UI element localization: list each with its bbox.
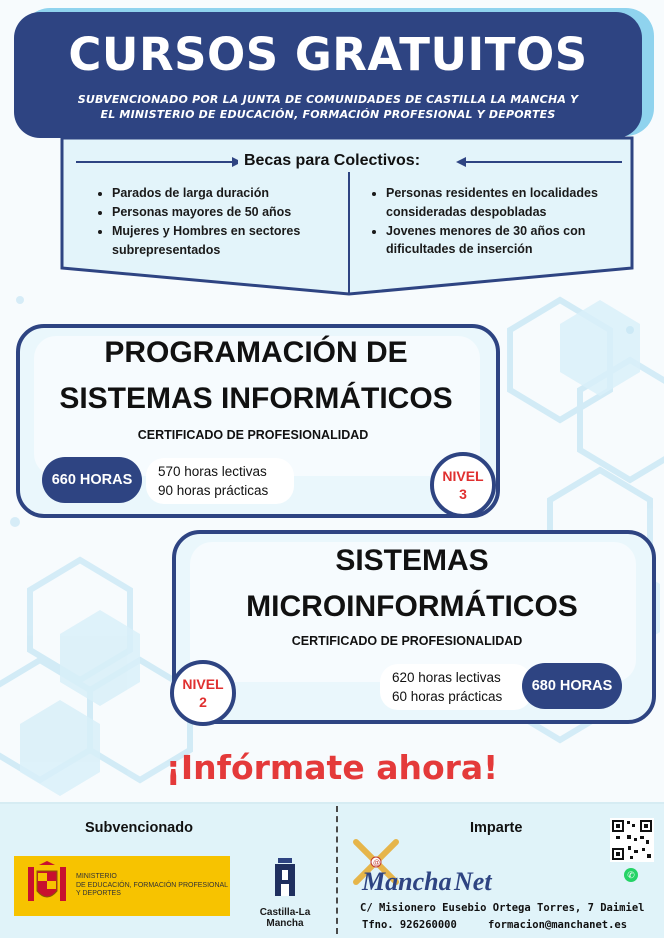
lective-hours: 620 horas lectivas xyxy=(392,670,501,685)
practice-hours: 90 horas prácticas xyxy=(158,483,269,498)
course-title-microinformaticos xyxy=(176,538,648,630)
ministerio-line3: Y DEPORTES xyxy=(76,890,121,898)
header-subtitle xyxy=(14,92,642,122)
page-title: CURSOS GRATUITOS xyxy=(68,28,588,81)
hours-breakdown xyxy=(380,664,532,710)
course-title-line1: PROGRAMACIÓN DE xyxy=(104,336,408,369)
total-hours-badge: 660 HORAS xyxy=(42,457,142,503)
ministerio-line2: DE EDUCACIÓN, FORMACIÓN PROFESIONAL xyxy=(76,881,229,889)
castle-icon xyxy=(272,856,298,900)
svg-text:@: @ xyxy=(373,860,381,867)
level-number: 3 xyxy=(459,486,467,502)
logo-text-net: Net xyxy=(454,867,492,896)
castilla-la-mancha-logo xyxy=(240,856,330,929)
qr-code[interactable] xyxy=(610,818,654,862)
ministerio-logo xyxy=(14,856,230,916)
email-link[interactable]: formacion@manchanet.es xyxy=(488,919,628,931)
course-title-line2: MICROINFORMÁTICOS xyxy=(246,590,578,623)
total-hours-badge: 680 HORAS xyxy=(522,663,622,709)
becas-left-list xyxy=(96,184,348,260)
imparte-heading: Imparte xyxy=(470,820,523,836)
course-title-programacion xyxy=(20,330,492,422)
level-number: 2 xyxy=(199,694,207,710)
certificate-label: CERTIFICADO DE PROFESIONALIDAD xyxy=(137,428,369,442)
manchanet-logo xyxy=(350,838,510,898)
becas-left-item: • Mujeres y Hombres en sectores subrepresentados xyxy=(112,222,348,259)
becas-left-item: • Personas mayores de 50 años xyxy=(112,203,348,222)
subvencionado-heading: Subvencionado xyxy=(85,820,193,836)
becas-title xyxy=(0,152,664,170)
coat-of-arms-icon xyxy=(24,861,70,911)
header-subtitle-line1: SUBVENCIONADO POR LA JUNTA DE COMUNIDADES DE CASTILLA LA MANCHA Y xyxy=(77,93,579,106)
ministerio-line1: MINISTERIO xyxy=(76,873,117,881)
footer-divider xyxy=(336,806,338,934)
ministerio-text xyxy=(76,873,228,899)
becas-left-item: • Parados de larga duración xyxy=(112,184,348,203)
address: C/ Misionero Eusebio Ortega Torres, 7 Daimiel xyxy=(360,902,645,914)
call-to-action: ¡Infórmate ahora! xyxy=(165,748,499,787)
course-title-line2: SISTEMAS INFORMÁTICOS xyxy=(59,382,453,415)
becas-right-item: • Personas residentes en localidades consideradas despobladas xyxy=(386,184,636,221)
certificate-label: CERTIFICADO DE PROFESIONALIDAD xyxy=(291,634,523,648)
level-label: NIVEL xyxy=(182,676,224,692)
logo-text-mancha: Mancha xyxy=(362,867,452,896)
hours-breakdown xyxy=(146,458,294,504)
practice-hours: 60 horas prácticas xyxy=(392,689,503,704)
level-badge xyxy=(170,660,236,726)
clm-label: Castilla-La Mancha xyxy=(259,907,311,929)
becas-title-text: Becas para Colectivos: xyxy=(238,152,426,169)
header-subtitle-line2: EL MINISTERIO DE EDUCACIÓN, FORMACIÓN PROFESIONAL Y DEPORTES xyxy=(100,108,556,121)
phone: Tfno. 926260000 xyxy=(362,919,457,931)
level-label: NIVEL xyxy=(442,468,484,484)
lective-hours: 570 horas lectivas xyxy=(158,464,267,479)
becas-right-list xyxy=(370,184,636,259)
whatsapp-icon[interactable]: ✆ xyxy=(624,868,638,882)
course-title-line1: SISTEMAS xyxy=(335,544,489,577)
level-badge xyxy=(430,452,496,518)
header-banner xyxy=(14,12,642,138)
becas-right-item: • Jovenes menores de 30 años con dificultades de inserción xyxy=(386,222,636,259)
